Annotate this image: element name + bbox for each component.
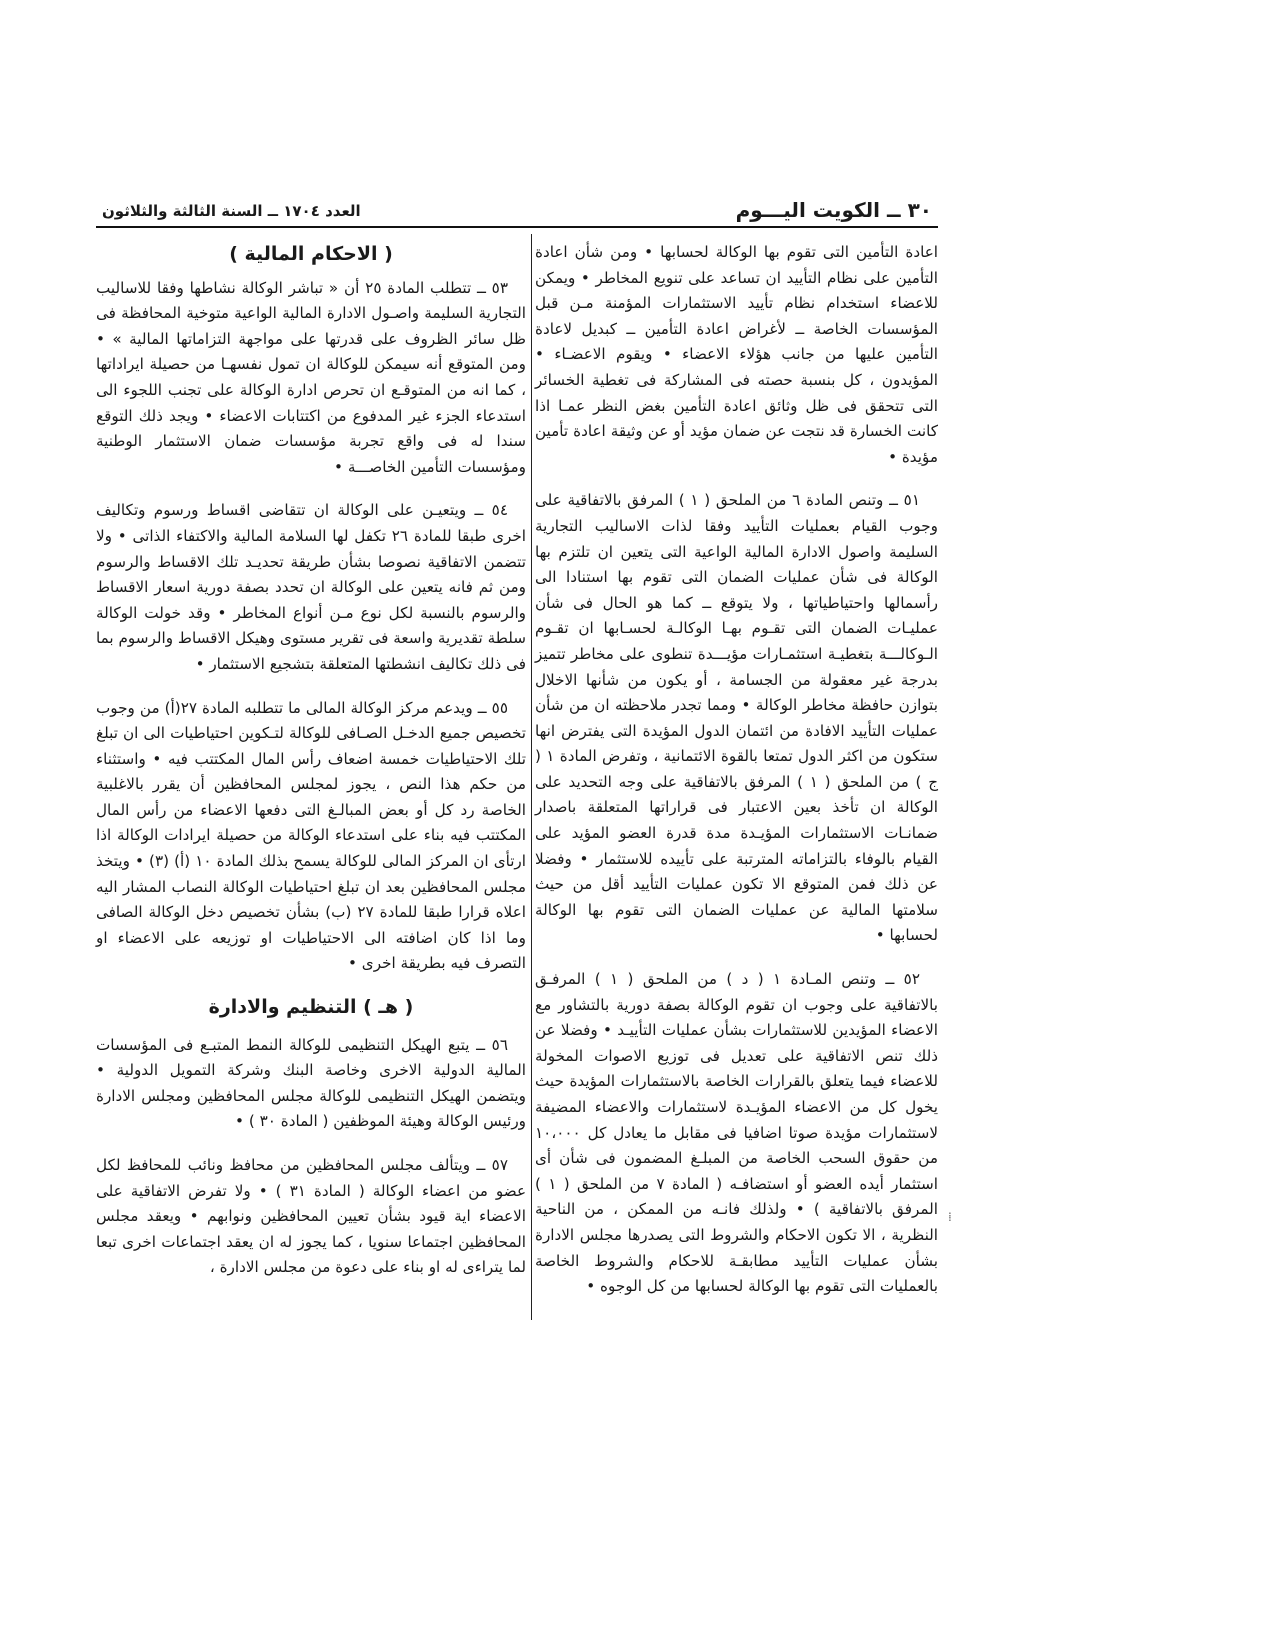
left-column xyxy=(96,240,526,1299)
issue-info: العدد ١٧٠٤ ــ السنة الثالثة والثلاثون xyxy=(102,202,361,220)
paragraph-57: ٥٧ ــ ويتألف مجلس المحافظين من محافظ ونائب للمحافظ لكل عضو من اعضاء الوكالة ( المادة ٣١ ) • ولا تفرض الاتفاقية على الاعضاء اية قيود بشأن تعيين المحافظين ونوابهم • ويعقد مجلس المحافظين اجتماعا سنويا ، كما يجوز له ان يعقد اجتماعات اخرى تبعا لما يتراءى له او بناء على دعوة من مجلس الادارة ، xyxy=(96,1156,527,1277)
scan-margin-mark: ⁞ xyxy=(948,1210,951,1224)
paragraph-50-continued: اعادة التأمين التى تقوم بها الوكالة لحسابها • ومن شأن اعادة التأمين على نظام التأييد ان تساعد على تنويع المخاطر • ويمكن للاعضاء استخدام نظام تأييد الاستثمارات المؤمنة مـن قبل المؤسسات الخاصة ــ لأغراض اعادة التأمين ــ كبديل لاعادة التأمين عليها من جانب هؤلاء الاعضاء • ويقوم الاعضـاء • المؤيدون ، كل بنسبة حصته فى المشاركة فى تغطية الخسائر التى تتحقق فى ظل وثائق اعادة التأمين بغض النظر عمـا اذا كانت الخسارة قد نتجت عن ضمان مؤيد أو عن وثيقة اعادة تأمين مؤيدة • xyxy=(535,243,938,466)
paragraph-56: ٥٦ ــ يتبع الهيكل التنظيمى للوكالة النمط المتبـع فى المؤسسات المالية الدولية الاخرى وخاصة البنك وشركة التمويل الدولية • ويتضمن الهيكل التنظيمى للوكالة مجلس المحافظين ومجلس الادارة ورئيس الوكالة وهيئة الموظفين ( المادة ٣٠ ) • xyxy=(96,1035,526,1131)
section-heading-organization: ( هـ ) التنظيم والادارة xyxy=(208,996,414,1019)
paragraph-53: ٥٣ ــ تتطلب المادة ٢٥ أن « تباشر الوكالة نشاطها وفقا للاساليب التجارية السليمة واصـول الادارة المالية الواعية متوخية المحافظة فى ظل سائر الظروف على قدرتها على مواجهة التزاماتها المالية » • ومن المتوقع أنه سيمكن للوكالة ان تمول نفسهـا من حصيلة ايراداتها ، كما انه من المتوقـع ان تحرص ادارة الوكالة على تجنب اللجوء الى استدعاء الجزء غير المدفوع من اكتتابات الاعضاء • ويجد ذلك التوقع سندا له فى واقع تجربة مؤسسات ضمان الاستثمار الوطنية ومؤسسات التأمين الخاصـــة • xyxy=(96,278,526,476)
column-divider xyxy=(531,234,532,1320)
right-column xyxy=(535,240,938,1318)
section-heading-financial: ( الاحكام المالية ) xyxy=(229,243,393,265)
paragraph-54: ٥٤ ــ ويتعيـن على الوكالة ان تتقاضى اقساط ورسوم وتكاليف اخرى طبقا للمادة ٢٦ تكفل لها السلامة المالية والاكتفاء الذاتى • ولا تتضمن الاتفاقية نصوصا بشأن طريقة تحديـد تلك الاقساط والرسوم ومن ثم فانه يتعين على الوكالة ان تحدد بصفة دورية اسعار الاقساط والرسوم بالنسبة لكل نوع مـن أنواع المخاطر • وقد خولت الوكالة سلطة تقديرية واسعة فى تقرير مستوى وهيكل الاقساط والرسوم بما فى ذلك تكاليف انشطتها المتعلقة بتشجيع الاستثمار • xyxy=(96,501,526,673)
paragraph-52: ٥٢ ــ وتنص المـادة ١ ( د ) من الملحق ( ١ ) المرفـق بالاتفاقية على وجوب ان تقوم الوكالة بصفة دورية بالتشاور مع الاعضاء المؤيدين للاستثمارات بشأن عمليات التأييـد • وفضلا عن ذلك تنص الاتفاقية على تعديل فى توزيع الاصوات المخولة للاعضاء فيما يتعلق بالقرارات الخاصة بالاستثمارات المؤيدة حيث يخول كل من الاعضاء المؤيـدة لاستثمارات والاعضاء المضيفة لاستثمارات مؤيدة صوتا اضافيا فى مقابل ما يعادل كل ١٠،٠٠٠ من حقوق السحب الخاصة من المبلـغ المضمون فى شأن أى استثمار أيده العضو أو استضافـه ( المادة ٧ من الملحق ( ١ ) المرفق بالاتفاقية ) • ولذلك فانـه من الممكن ، من الناحية النظرية ، الا تكون الاحكام والشروط التى يصدرها مجلس الادارة بشأن عمليات التأييد مطابقـة للاحكام والشروط الخاصة بالعمليات التى تقوم بها الوكالة لحسابها من كل الوجوه • xyxy=(535,970,938,1296)
paragraph-55: ٥٥ ــ ويدعم مركز الوكالة المالى ما تتطلبه المادة ٢٧(أ) من وجوب تخصيص جميع الدخـل الصـافى للوكالة لتـكوين احتياطيات الى ان تبلغ تلك الاحتياطيات خمسة اضعاف رأس المال المكتتب فيه • واستثناء من حكم هذا النص ، يجوز لمجلس المحافظين أن يقرر بالاغلبية الخاصة رد كل أو بعض المبالـغ التى دفعها الاعضاء من رأس المال المكتتب فيه بناء على استدعاء الوكالة من حصيلة ايرادات الوكالة اذا ارتأى ان المركز المالى للوكالة يسمح بذلك المادة ١٠ (أ) (٣) • ويتخذ مجلس المحافظين بعد ان تبلغ احتياطيات الوكالة النصاب المشار اليه اعلاه قرارا طبقا للمادة ٢٧ (ب) بشأن تخصيص دخل الوكالة الصافى وما اذا كان اضافته الى الاحتياطيات او توزيعه على الاعضاء او التصرف فيه بطريقة اخرى • xyxy=(96,698,526,973)
page-header xyxy=(96,198,938,228)
page-title: ٣٠ ــ الكويت اليـــوم xyxy=(735,198,932,222)
paragraph-51: ٥١ ــ وتنص المادة ٦ من الملحق ( ١ ) المرفق بالاتفاقية على وجوب القيام بعمليات التأييد وفقا لذات الاساليب التجارية السليمة واصول الادارة المالية الواعية التى يتعين ان تلتزم بها الوكالة فى شأن عمليات الضمان التى تقوم بها استنادا الى رأسمالها واحتياطياتها ، ولا يتوقع ــ كما هو الحال فى شأن عمليـات الضمان التى تقـوم بهـا الوكالـة لحسـابها ان تقـوم الـوكالـــة بتغطيـة استثمـارات مؤيـــدة تنطوى على مخاطر تتميز بدرجة غير معقولة من الجسامة ، أو يكون من شأنها الاخلال بتوازن حافظة مخاطر الوكالة • ومما تجدر ملاحظته ان من شأن عمليات التأييد الافادة من ائتمان الدول المؤيدة التى يفترض انها ستكون من اكثر الدول تمتعا بالقوة الائتمانية ، وتفرض المادة ١ ( ج ) من الملحق ( ١ ) المرفق بالاتفاقية على وجه التحديد على الوكالة ان تأخذ بعين الاعتبار فى قراراتها المتعلقة باصدار ضمانـات الاستثمارات المؤيـدة مدة قدرة العضو المؤيد على القيام بالوفاء بالتزاماته المترتبة على تأييده للاستثمار • وفضلا عن ذلك فمن المتوقع الا تكون عمليات التأييد أقل من حيث سلامتها المالية عن عمليات الضمان التى تقوم بها الوكالة لحسابها • xyxy=(535,491,938,945)
